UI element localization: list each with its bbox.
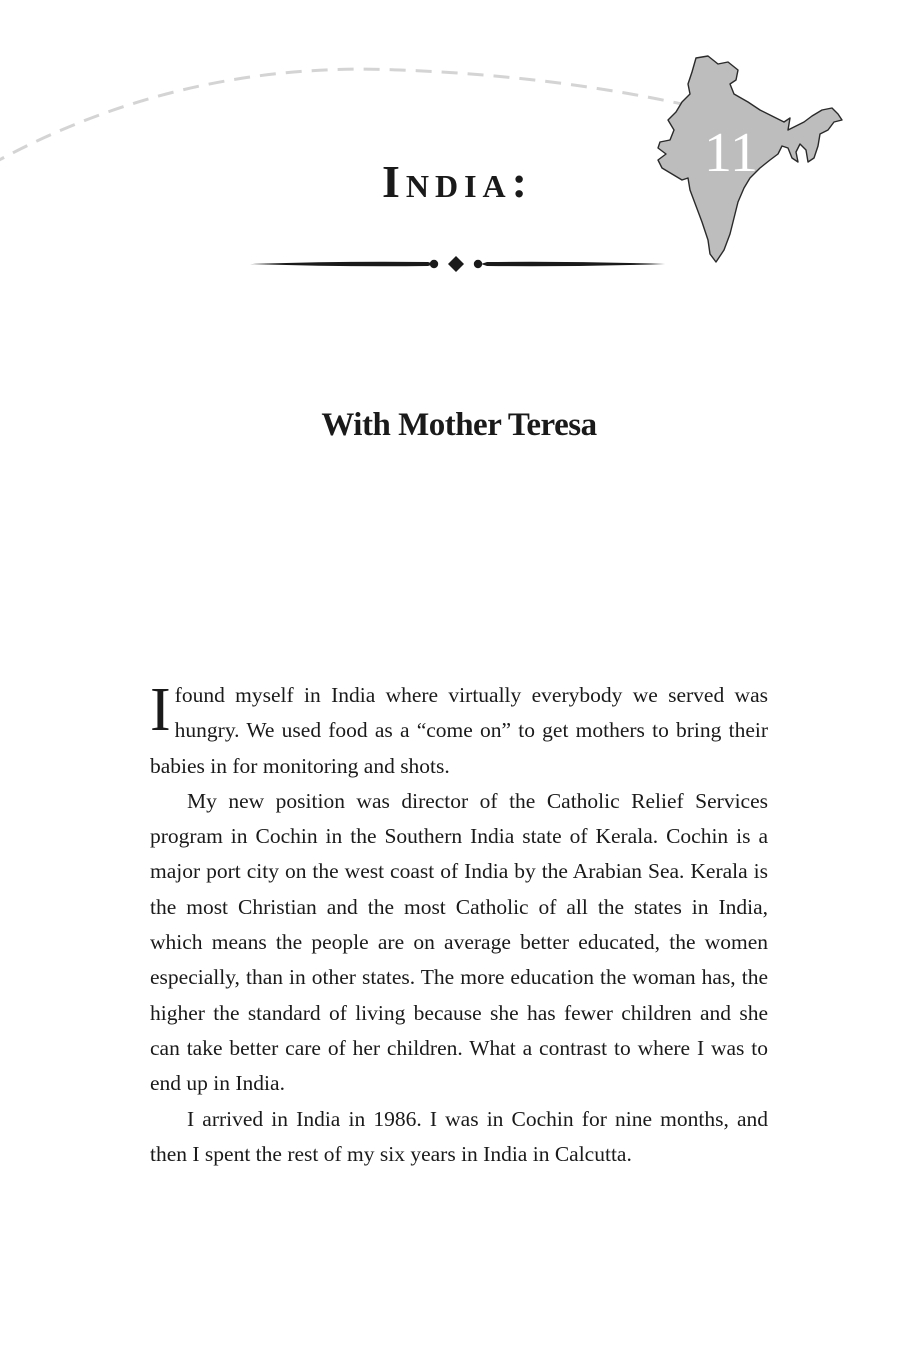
paragraph-2: My new position was director of the Catholic Relief Services program in Cochin in the Southern India state of Kerala. Cochin is a major port city on the west coast of India by the Arabian Sea. Kerala is the most Christian and the most Catholic of all the states in India, which means the people are on average better educated, the women especially, than in other states. The more education the woman has, the higher the standard of living because she has fewer children and she can take better care of her children. What a contrast to where I was to end up in India.: [150, 788, 768, 1096]
paragraph-1: [150, 678, 768, 784]
paragraph-1-text: found myself in India where virtually everybody we served was hungry. We used food as a “come on” to get mothers to bring their babies in for monitoring and shots.: [150, 683, 768, 778]
paragraph-3: I arrived in India in 1986. I was in Cochin for nine months, and then I spent the rest of my six years in India in Calcutta.: [150, 1106, 768, 1166]
chapter-subtitle: With Mother Teresa: [321, 407, 597, 443]
chapter-title: India:: [381, 156, 533, 207]
body-text: [150, 678, 768, 1172]
title-divider-ornament: [250, 252, 665, 276]
chapter-number: 11: [704, 122, 758, 184]
drop-cap: I: [150, 676, 171, 744]
